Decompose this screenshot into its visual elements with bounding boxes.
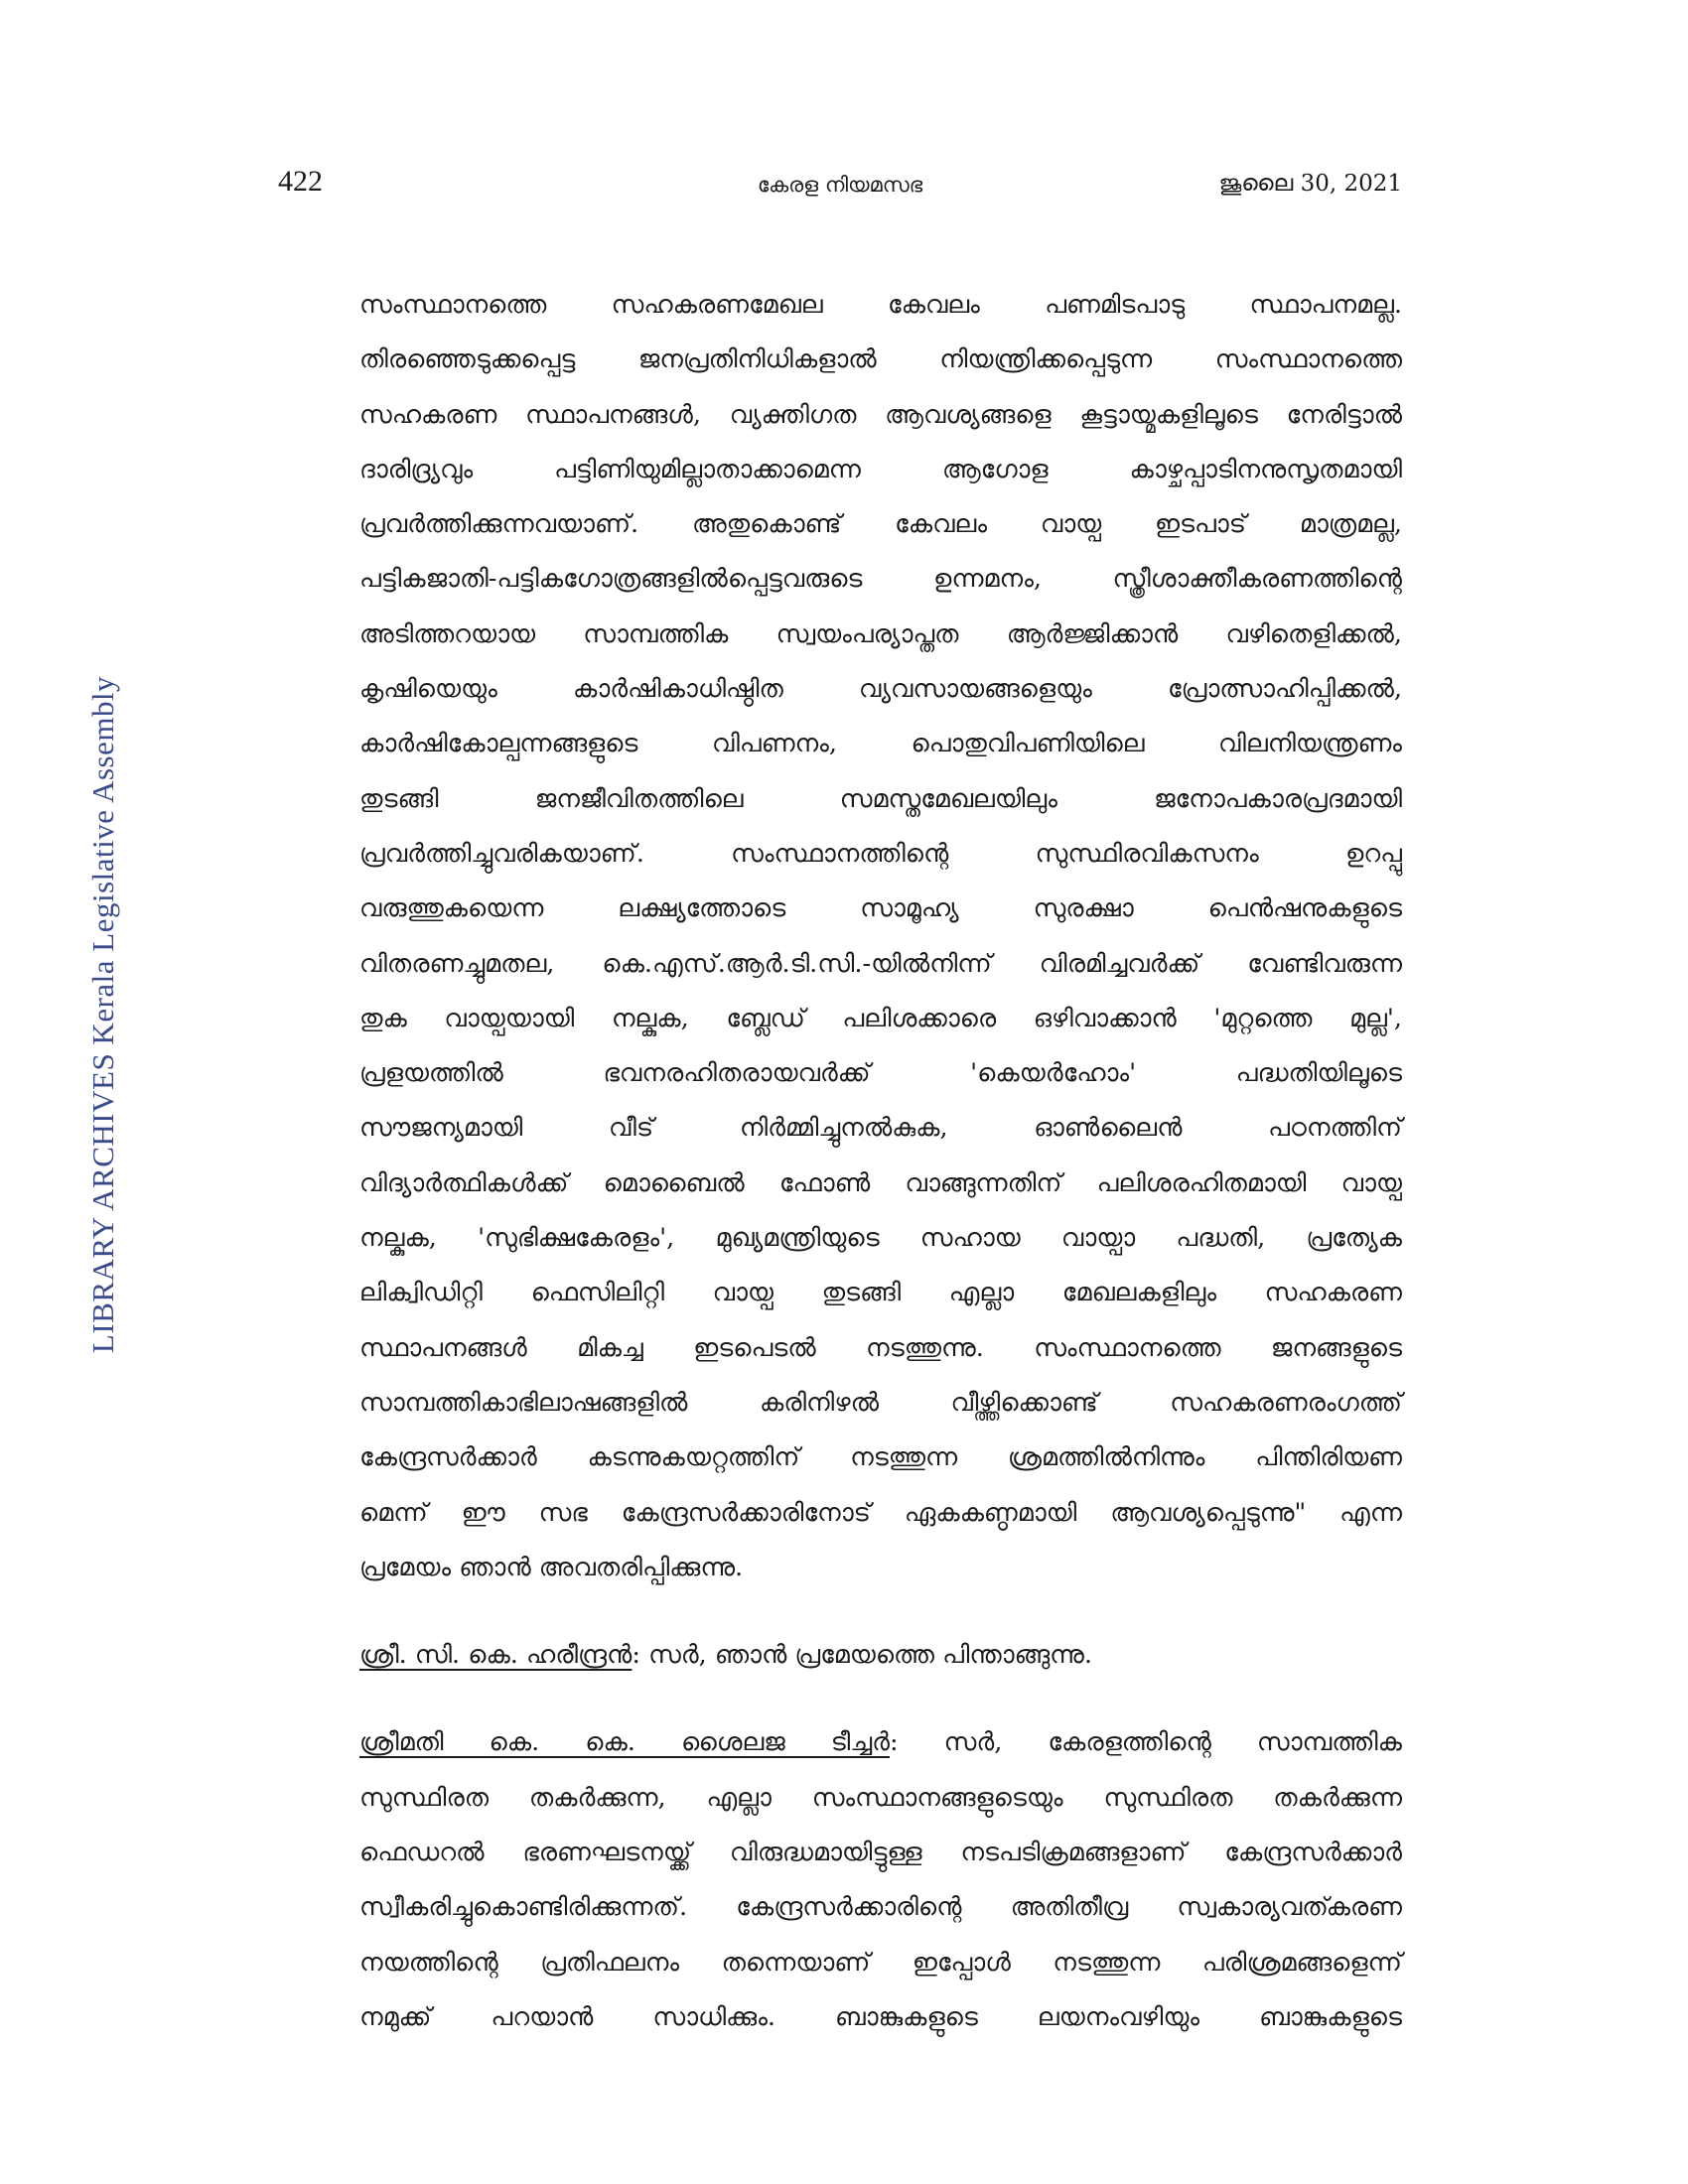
paragraph-gap [278, 1683, 1402, 1715]
page-header [278, 165, 1402, 205]
archive-watermark: LIBRARY ARCHIVES Kerala Legislative Assembly [85, 675, 120, 1354]
page-date: ജൂലൈ 30, 2021 [1218, 171, 1402, 197]
paragraph-gap [278, 1595, 1402, 1628]
page-heading: കേരള നിയമസഭ [757, 173, 923, 197]
text-line: തുടങ്ങി ജനജീവിതത്തിലെ സമസ്തമേഖലയിലും ജനോപകാരപ്രദമായി [359, 783, 1402, 814]
text-line: പ്രവർത്തിക്കുന്നവയാണ്. അതുകൊണ്ട് കേവലം വായ്പ ഇടപാട് മാത്രമല്ല, [359, 509, 1402, 540]
speech-paragraph [278, 1715, 1402, 2045]
text-line: പ്രളയത്തിൽ ഭവനരഹിതരായവർക്ക് 'കെയർഹോം' പദ്ധതിയിലൂടെ [359, 1058, 1402, 1089]
text-line: സഹകരണ സ്ഥാപനങ്ങൾ, വ്യക്തിഗത ആവശ്യങ്ങളെ കൂട്ടായ്മകളിലൂടെ നേരിട്ടാൽ [359, 399, 1402, 430]
text-line: സ്ഥാപനങ്ങൾ മികച്ച ഇടപെടൽ നടത്തുന്നു. സംസ്ഥാനത്തെ ജനങ്ങളുടെ [359, 1332, 1402, 1363]
text-line: സാമ്പത്തികാഭിലാഷങ്ങളിൽ കരിനിഴൽ വീഴ്ത്തിക്കൊണ്ട് സഹകരണരംഗത്ത് [359, 1387, 1402, 1418]
text-line: സ്വീകരിച്ചുകൊണ്ടിരിക്കുന്നത്. കേന്ദ്രസർക്കാരിന്റെ അതിതീവ്ര സ്വകാര്യവത്കരണ [359, 1892, 1402, 1923]
resolution-paragraph [278, 278, 1402, 1595]
speaker-name: ശ്രീ. സി. കെ. ഹരീന്ദ്രൻ [359, 1640, 633, 1671]
document-body [278, 278, 1402, 2045]
text-line: വിദ്യാർത്ഥികൾക്ക് മൊബൈൽ ഫോൺ വാങ്ങുന്നതിന് പലിശരഹിതമായി വായ്പ [359, 1167, 1402, 1198]
text-line: ഫെഡറൽ ഭരണഘടനയ്ക്ക് വിരുദ്ധമായിട്ടുള്ള നടപടിക്രമങ്ങളാണ് കേന്ദ്രസർക്കാർ [359, 1838, 1402, 1868]
text-line: മെന്ന് ഈ സഭ കേന്ദ്രസർക്കാരിനോട് ഏകകണ്ഠമായി ആവശ്യപ്പെടുന്നു" എന്ന [359, 1497, 1402, 1528]
text-line: തുക വായ്പയായി നല്കുക, ബ്ലേഡ് പലിശക്കാരെ ഒഴിവാക്കാൻ 'മുറ്റത്തെ മുല്ല', [359, 1003, 1402, 1033]
text-line: കൃഷിയെയും കാർഷികാധിഷ്ഠിത വ്യവസായങ്ങളെയും പ്രോത്സാഹിപ്പിക്കൽ, [359, 674, 1402, 705]
seconding-paragraph [278, 1628, 1402, 1683]
text-line: അടിത്തറയായ സാമ്പത്തിക സ്വയംപര്യാപ്തത ആർജ്ജിക്കാൻ വഴിതെളിക്കൽ, [359, 618, 1402, 649]
text-line: കേന്ദ്രസർക്കാർ കടന്നുകയറ്റത്തിന് നടത്തുന്ന ശ്രമത്തിൽനിന്നും പിന്തിരിയണ [359, 1442, 1402, 1473]
page-number: 422 [278, 165, 323, 198]
text-line: ലിക്വിഡിറ്റി ഫെസിലിറ്റി വായ്പ തുടങ്ങി എല്ലാ മേഖലകളിലും സഹകരണ [359, 1278, 1402, 1308]
text-line: നല്കുക, 'സുഭിക്ഷകേരളം', മുഖ്യമന്ത്രിയുടെ സഹായ വായ്പാ പദ്ധതി, പ്രത്യേക [359, 1223, 1402, 1254]
speaker-name: ശ്രീമതി കെ. കെ. ശൈലജ ടീച്ചർ [359, 1727, 890, 1758]
text-line: കാർഷികോല്പന്നങ്ങളുടെ വിപണനം, പൊതുവിപണിയിലെ വിലനിയന്ത്രണം [359, 729, 1402, 759]
text-line: സൗജന്യമായി വീട് നിർമ്മിച്ചുനൽകുക, ഓൺലൈൻ പഠനത്തിന് [359, 1113, 1402, 1144]
text-line: വരുത്തുകയെന്ന ലക്ഷ്യത്തോടെ സാമൂഹ്യ സുരക്ഷാ പെൻഷനുകളുടെ [359, 893, 1402, 924]
text-line: ദാരിദ്ര്യവും പട്ടിണിയുമില്ലാതാക്കാമെന്ന ആഗോള കാഴ്ചപ്പാടിനനുസൃതമായി [359, 454, 1402, 484]
text-line: തിരഞ്ഞെടുക്കപ്പെട്ട ജനപ്രതിനിധികളാൽ നിയന്ത്രിക്കപ്പെടുന്ന സംസ്ഥാനത്തെ [359, 344, 1402, 375]
text-line [278, 1715, 1402, 1770]
text-line: സംസ്ഥാനത്തെ സഹകരണമേഖല കേവലം പണമിടപാടു സ്ഥാപനമല്ല. [359, 290, 1402, 320]
text-line: വിതരണച്ചുമതല, കെ.എസ്.ആർ.ടി.സി.-യിൽനിന്ന് വിരമിച്ചവർക്ക് വേണ്ടിവരുന്ന [359, 948, 1402, 979]
text-line: പ്രമേയം ഞാൻ അവതരിപ്പിക്കുന്നു. [359, 1552, 744, 1582]
text-line: പ്രവർത്തിച്ചുവരികയാണ്. സംസ്ഥാനത്തിന്റെ സുസ്ഥിരവികസനം ഉറപ്പു [359, 838, 1402, 869]
text-line: നയത്തിന്റെ പ്രതിഫലനം തന്നെയാണ് ഇപ്പോൾ നടത്തുന്ന പരിശ്രമങ്ങളെന്ന് [359, 1947, 1402, 1978]
text-line: പട്ടികജാതി-പട്ടികഗോത്രങ്ങളിൽപ്പെട്ടവരുടെ ഉന്നമനം, സ്ത്രീശാക്തീകരണത്തിന്റെ [359, 564, 1402, 595]
speech-text: : സർ, കേരളത്തിന്റെ സാമ്പത്തിക [890, 1727, 1402, 1758]
text-line: സുസ്ഥിരത തകർക്കുന്ന, എല്ലാ സംസ്ഥാനങ്ങളുടെയും സുസ്ഥിരത തകർക്കുന്ന [359, 1782, 1402, 1813]
speech-text: : സർ, ഞാൻ പ്രമേയത്തെ പിന്താങ്ങുന്നു. [632, 1640, 1092, 1671]
text-line: നമുക്ക് പറയാൻ സാധിക്കും. ബാങ്കുകളുടെ ലയനംവഴിയും ബാങ്കുകളുടെ [359, 2001, 1402, 2032]
text-line [278, 1628, 1402, 1683]
